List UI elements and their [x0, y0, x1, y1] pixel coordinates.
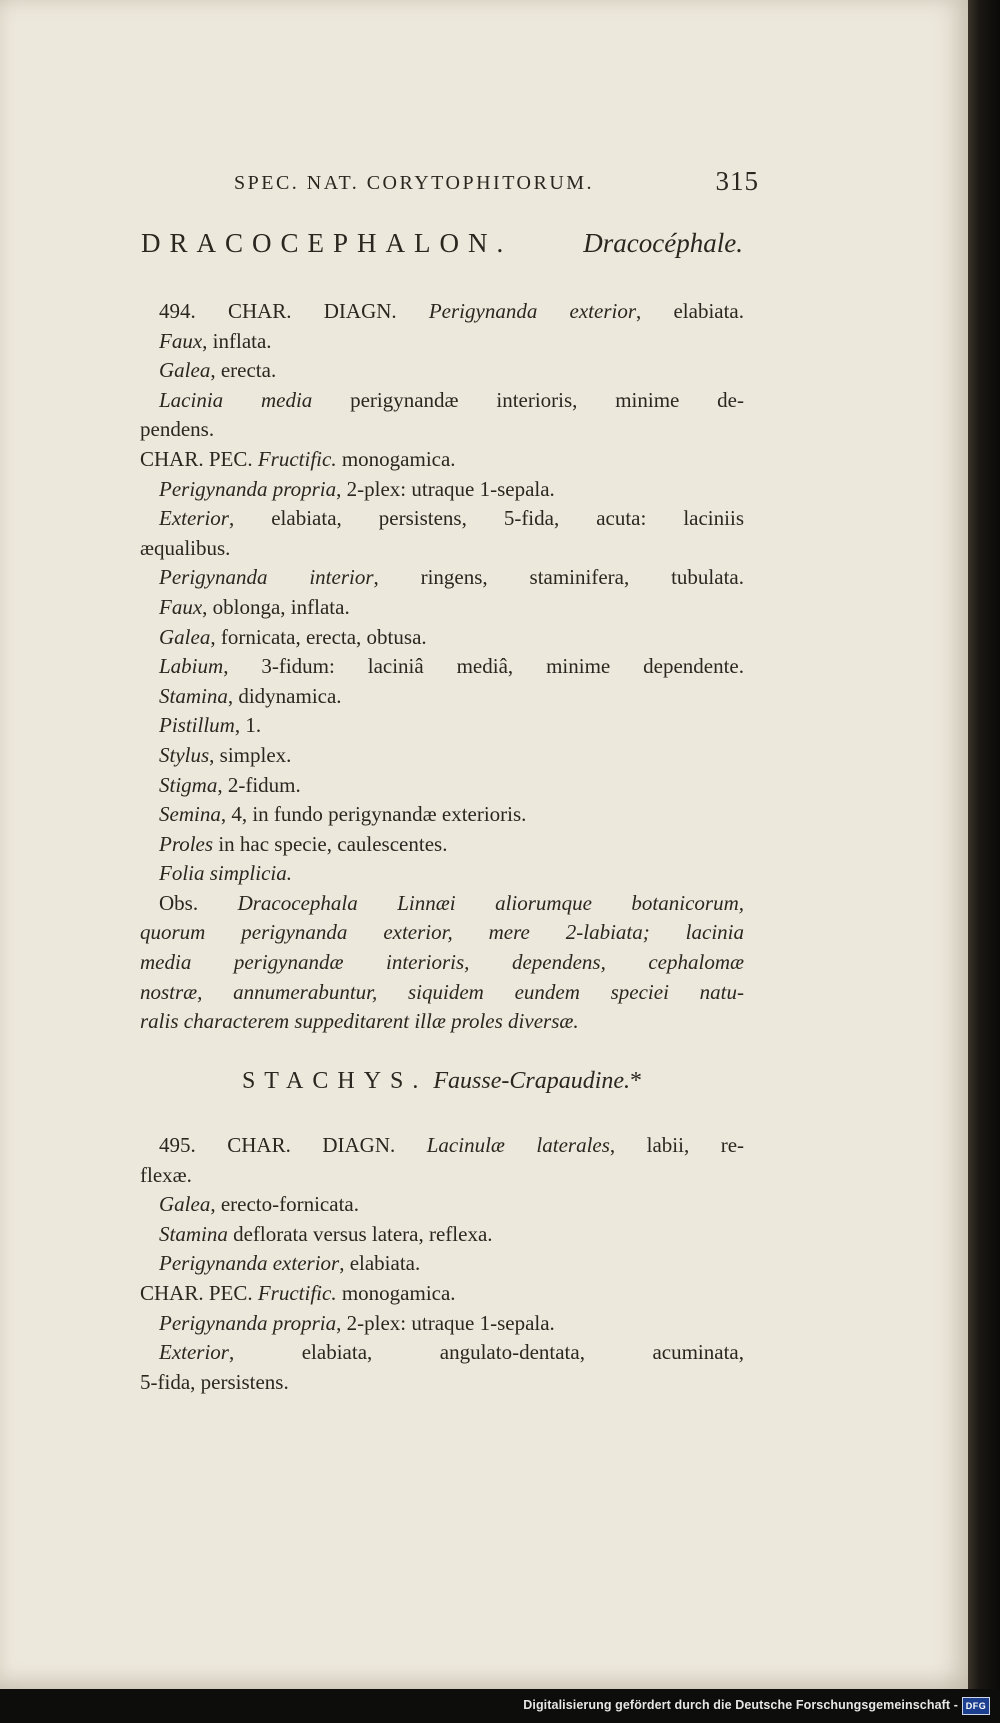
text-line: 494. CHAR. DIAGN. Perigynanda exterior, elabiata. — [159, 299, 745, 323]
section-494 — [140, 297, 744, 1037]
text-line: Stamina, didynamica. — [159, 683, 342, 708]
observation-line: media perigynandæ interioris, dependens, cephalomæ — [140, 950, 744, 975]
genus-vernacular: Dracocéphale. — [583, 228, 743, 258]
text-line: pendens. — [140, 417, 215, 442]
book-spine-edge — [968, 0, 1000, 1689]
text-line: Stamina deflorata versus latera, reflexa. — [159, 1221, 493, 1246]
text-line: Exterior, elabiata, angulato-dentata, acuminata, — [159, 1340, 744, 1365]
section-495 — [140, 1131, 744, 1397]
observation-line: ralis characterem suppeditarent illæ proles diversæ. — [140, 1009, 579, 1034]
text-line: Galea, erecto-fornicata. — [159, 1192, 359, 1217]
text-line: Semina, 4, in fundo perigynandæ exterioris. — [159, 802, 527, 827]
text-line: CHAR. PEC. Fructific. monogamica. — [140, 1280, 456, 1305]
text-line: Folia simplicia. — [159, 861, 292, 886]
running-header-title: SPEC. NAT. CORYTOPHITORUM. — [234, 172, 595, 194]
text-line: Proles in hac specie, caulescentes. — [159, 831, 448, 856]
text-line: æqualibus. — [140, 535, 231, 560]
genus-heading-dracocephalon — [141, 228, 743, 259]
text-line: flexæ. — [140, 1162, 192, 1187]
text-line: Galea, erecta. — [159, 358, 277, 383]
text-line: Faux, inflata. — [159, 328, 272, 353]
footnote-mark: * — [630, 1068, 643, 1094]
running-header — [234, 166, 759, 196]
text-line: Perigynanda propria, 2-plex: utraque 1-sepala. — [159, 476, 555, 501]
text-line: 5-fida, persistens. — [140, 1369, 289, 1394]
text-line: Exterior, elabiata, persistens, 5-fida, acuta: laciniis — [159, 506, 744, 531]
footer-credit: Digitalisierung gefördert durch die Deutsche Forschungsgemeinschaft - — [523, 1698, 958, 1712]
observation-line: quorum perigynanda exterior, mere 2-labiata; lacinia — [140, 920, 744, 945]
text-line: CHAR. PEC. Fructific. monogamica. — [140, 446, 456, 471]
text-line: Pistillum, 1. — [159, 713, 262, 738]
text-line: Faux, oblonga, inflata. — [159, 594, 350, 619]
text-line: Stylus, simplex. — [159, 742, 292, 767]
text-line: Perigynanda interior, ringens, staminifera, tubulata. — [159, 565, 744, 590]
text-line: 495. CHAR. DIAGN. Lacinulæ laterales, labii, re- — [159, 1133, 745, 1157]
genus-heading-stachys — [140, 1068, 744, 1095]
text-line: Stigma, 2-fidum. — [159, 772, 301, 797]
observation-line: nostræ, annumerabuntur, siquidem eundem speciei natu- — [140, 979, 744, 1004]
genus-name: STACHYS. — [241, 1068, 428, 1094]
page-number: 315 — [715, 166, 759, 196]
text-line: Labium, 3-fidum: laciniâ mediâ, minime dependente. — [159, 654, 744, 679]
dfg-logo: DFG — [962, 1697, 990, 1715]
digitization-footer — [0, 1689, 1000, 1723]
text-line: Galea, fornicata, erecta, obtusa. — [159, 624, 427, 649]
text-line: Perigynanda exterior, elabiata. — [159, 1251, 421, 1276]
text-line: Perigynanda propria, 2-plex: utraque 1-sepala. — [159, 1310, 555, 1335]
observation-line: Obs. Dracocephala Linnæi aliorumque botanicorum, — [159, 890, 744, 915]
text-line: Lacinia media perigynandæ interioris, minime de- — [159, 387, 744, 412]
genus-vernacular: Fausse-Crapaudine. — [433, 1068, 631, 1094]
genus-name: DRACOCEPHALON. — [141, 228, 513, 258]
